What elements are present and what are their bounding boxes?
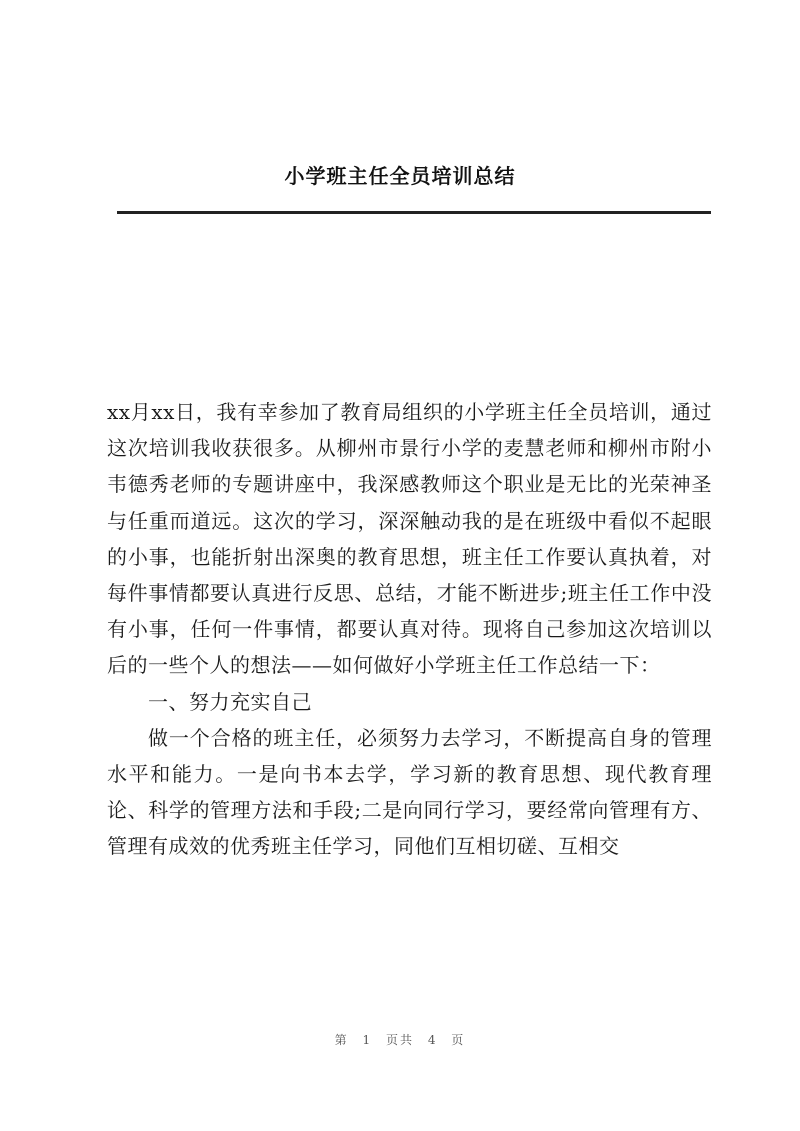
intro-paragraph: xx月xx日，我有幸参加了教育局组织的小学班主任全员培训，通过这次培训我收获很多。从柳州市景行小学的麦慧老师和柳州市附小韦德秀老师的专题讲座中，我深感教师这个职业是无比的光荣神圣与任重而道远。这次的学习，深深触动我的是在班级中看似不起眼的小事，也能折射出深奥的教育思想，班主任工作要认真执着，对每件事情都要认真进行反思、总结，才能不断进步;班主任工作中没有小事，任何一件事情，都要认真对待。现将自己参加这次培训以后的一些个人的想法——如何做好小学班主任工作总结一下： [107,400,712,678]
page-title: 小学班主任全员培训总结 [284,164,516,188]
body-paragraph: 做一个合格的班主任，必须努力去学习，不断提高自身的管理水平和能力。一是向书本去学，学习新的教育思想、现代教育理论、科学的管理方法和手段;二是向同行学习，要经常向管理有方、管理有成效的优秀班主任学习，同他们互相切磋、互相交 [107,725,712,859]
section-heading: 一、努力充实自己 [148,689,312,714]
footer-middle: 页共 [385,1033,414,1047]
footer-total-pages: 4 [427,1033,438,1047]
title-divider [117,211,711,214]
document-body [107,394,712,865]
footer-prefix: 第 [334,1033,349,1047]
page-footer [0,1031,800,1048]
footer-page-number: 1 [362,1033,373,1047]
footer-suffix: 页 [451,1033,466,1047]
